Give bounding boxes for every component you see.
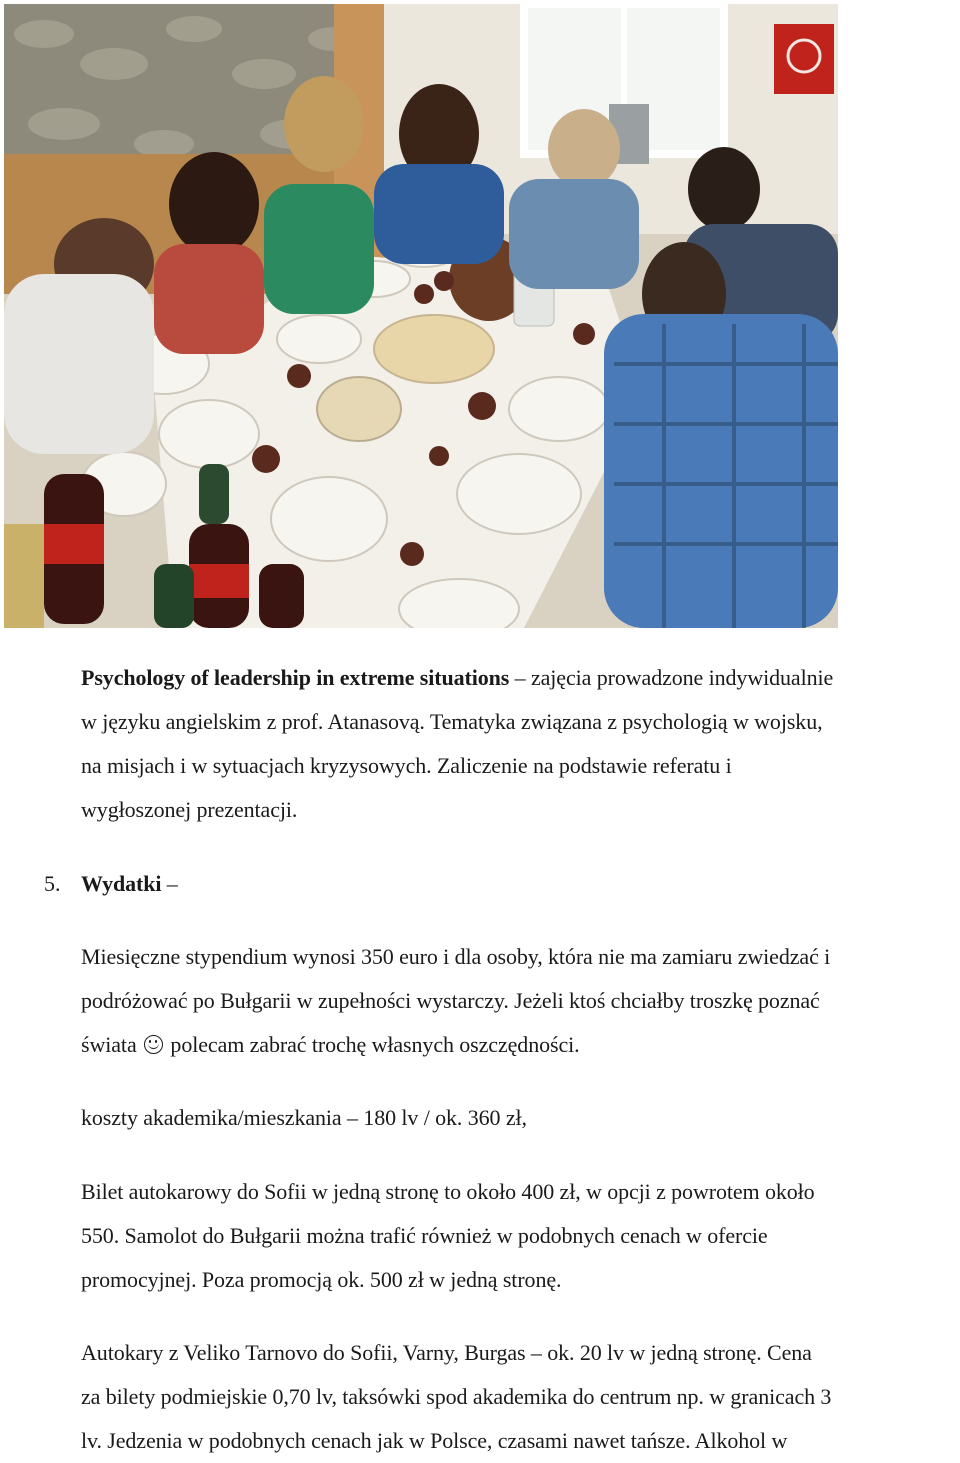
course-paragraph: [81, 656, 960, 832]
travel-line-3: promocyjnej. Poza promocją ok. 500 zł w jedną stronę.: [81, 1267, 562, 1292]
section-title: Wydatki: [81, 871, 162, 896]
group-dinner-photo: [4, 4, 838, 628]
dorm-paragraph: [81, 1096, 960, 1140]
stipend-line-3-end: polecam zabrać trochę własnych oszczędności.: [170, 1032, 580, 1057]
stipend-line-1: Miesięczne stypendium wynosi 350 euro i dla osoby, która nie ma zamiaru zwiedzać i: [81, 944, 831, 969]
course-line-3: na misjach i w sytuacjach kryzysowych. Zaliczenie na podstawie referatu i: [81, 753, 732, 778]
local-line-1: Autokary z Veliko Tarnovo do Sofii, Varny, Burgas – ok. 20 lv w jedną stronę. Cena: [81, 1340, 812, 1365]
course-title: Psychology of leadership in extreme situations: [81, 665, 510, 690]
course-line-1: [81, 656, 960, 700]
travel-line-2: 550. Samolot do Bułgarii można trafić również w podobnych cenach w ofercie: [81, 1223, 768, 1248]
local-line-2: za bilety podmiejskie 0,70 lv, taksówki spod akademika do centrum np. w granicach 3: [81, 1384, 832, 1409]
stipend-line-3-start: świata: [81, 1032, 137, 1057]
stipend-line-2: podróżować po Bułgarii w zupełności wystarczy. Jeżeli ktoś chciałby troszkę poznać: [81, 988, 820, 1013]
course-line-4: wygłoszonej prezentacji.: [81, 797, 298, 822]
smiley-icon: [144, 1035, 163, 1054]
dorm-line-1: koszty akademika/mieszkania – 180 lv / ok. 360 zł,: [81, 1105, 527, 1130]
section-heading: [81, 862, 960, 906]
travel-paragraph: [81, 1170, 960, 1302]
local-costs-paragraph: [81, 1331, 960, 1463]
section-number: 5.: [44, 871, 61, 896]
course-line-2: w języku angielskim z prof. Atanasovą. Tematyka związana z psychologią w wojsku,: [81, 709, 823, 734]
course-dash: –: [509, 665, 531, 690]
section-dash: –: [161, 871, 178, 896]
stipend-line-3: [81, 1023, 960, 1067]
local-line-3: lv. Jedzenia w podobnych cenach jak w Polsce, czasami nawet tańsze. Alkohol w: [81, 1428, 788, 1453]
stipend-paragraph: [81, 935, 960, 1067]
travel-line-1: Bilet autokarowy do Sofii w jedną stronę to około 400 zł, w opcji z powrotem około: [81, 1179, 815, 1204]
course-line-1-rest: zajęcia prowadzone indywidualnie: [530, 665, 834, 690]
